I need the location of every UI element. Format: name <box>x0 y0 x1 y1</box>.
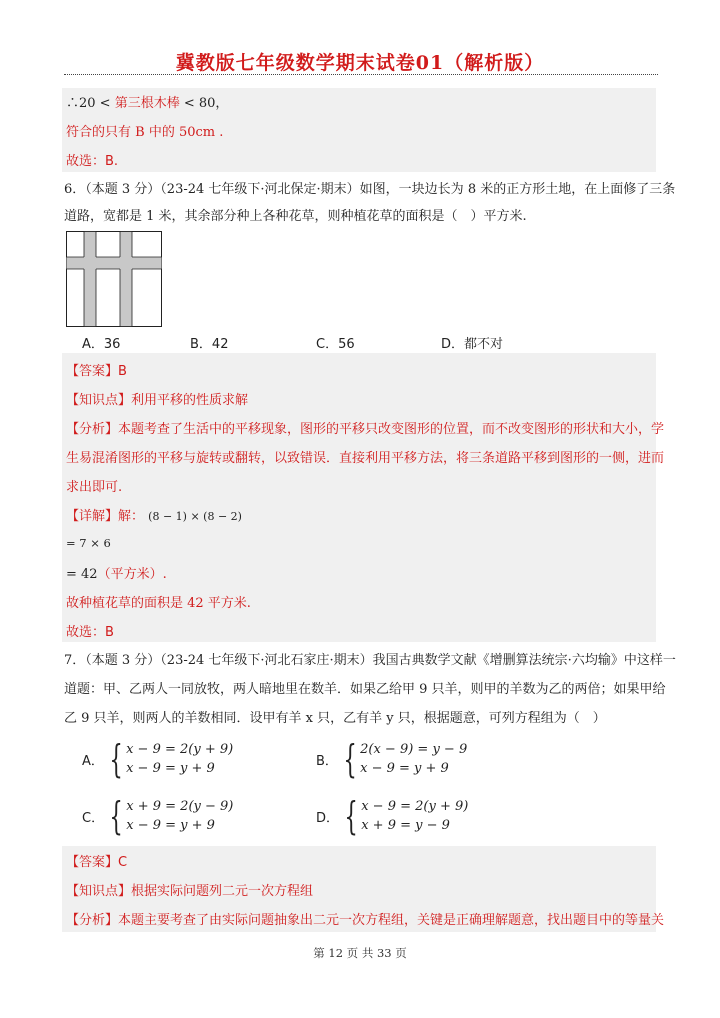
q7-a-eq1: x − 9 = 2(y + 9) <box>126 742 234 757</box>
q6-stem-line-1: 6．（本题 3 分）（23-24 七年级下·河北保定·期末）如图，一块边长为 8 米的正方形土地，在上面修了三条 <box>64 182 676 197</box>
q7-option-d-label: D． <box>316 810 340 826</box>
prev-line-3: 故选：B. <box>66 154 119 169</box>
prev-line-1b: 第三根木棒 <box>114 96 180 111</box>
q7-a-eq2: x − 9 = y + 9 <box>126 761 215 776</box>
q7-d-eq2: x + 9 = y − 9 <box>361 818 450 833</box>
q6-step-2-unit: （平方米）. <box>97 567 167 582</box>
q7-stem-line-1: 7．（本题 3 分）（23-24 七年级下·河北石家庄·期末）我国古典数学文献《增删算法统宗·六均输》中这样一 <box>64 653 676 668</box>
q7-option-a[interactable] <box>82 737 234 781</box>
road-vertical-1 <box>84 232 96 327</box>
page-footer: 第 12 页 共 33 页 <box>313 946 407 960</box>
q7-option-b[interactable] <box>316 737 468 781</box>
q7-b-eq1: 2(x − 9) = y − 9 <box>360 742 468 757</box>
q7-option-c[interactable] <box>82 794 234 838</box>
q7-c-eq2: x − 9 = y + 9 <box>126 818 215 833</box>
q6-stem-line-2: 道路，宽都是 1 米，其余部分种上各种花草，则种植花草的面积是（ ）平方米. <box>64 209 527 224</box>
q6-option-a[interactable]: A．36 <box>82 337 121 352</box>
q6-step-1: = 7 × 6 <box>66 536 111 550</box>
q6-analysis-2: 生易混淆图形的平移与旋转或翻转，以致错误．直接利用平移方法，将三条道路平移到图形的一侧，进而 <box>66 451 665 466</box>
prev-line-1 <box>66 92 228 111</box>
q7-stem-line-3: 乙 9 只羊，则两人的羊数相同．设甲有羊 x 只，乙有羊 y 只，根据题意，可列方程组为（ ） <box>64 711 606 726</box>
road-horizontal <box>67 257 162 269</box>
q7-d-eq1: x − 9 = 2(y + 9) <box>361 799 469 814</box>
q7-analysis-1: 【分析】本题主要考查了由实际问题抽象出二元一次方程组，关键是正确理解题意，找出题目中的等量关 <box>66 913 665 928</box>
q6-step-2 <box>66 563 167 582</box>
q6-detail <box>66 505 242 524</box>
q7-b-eq2: x − 9 = y + 9 <box>360 761 449 776</box>
q6-option-b[interactable]: B．42 <box>190 337 229 352</box>
q6-analysis-3: 求出即可. <box>66 480 123 495</box>
q6-road-figure <box>66 231 162 327</box>
q7-option-d-system: { x − 9 = 2(y + 9) x + 9 = y − 9 <box>344 794 469 838</box>
q6-conclusion: 故种植花草的面积是 42 平方米. <box>66 596 251 611</box>
q7-stem-line-2: 道题：甲、乙两人一同放牧，两人暗地里在数羊．如果乙给甲 9 只羊，则甲的羊数为乙的两倍；如果甲给 <box>64 682 666 697</box>
prev-line-1c: < 80 <box>179 96 216 111</box>
q6-detail-expr: (8 − 1) × (8 − 2) <box>148 510 242 523</box>
q7-c-eq1: x + 9 = 2(y − 9) <box>126 799 234 814</box>
q7-option-b-system: { 2(x − 9) = y − 9 x − 9 = y + 9 <box>343 737 468 781</box>
q7-option-c-label: C． <box>82 810 105 826</box>
q7-option-a-label: A． <box>82 753 104 769</box>
road-vertical-2 <box>120 232 132 327</box>
title-divider <box>64 74 658 75</box>
page-title: 冀教版七年级数学期末试卷01（解析版） <box>175 52 545 74</box>
land-square <box>67 232 162 327</box>
prev-line-1a: ∴20 < <box>66 96 115 111</box>
q6-choose: 故选：B <box>66 625 114 640</box>
q6-analysis-1: 【分析】本题考查了生活中的平移现象，图形的平移只改变图形的位置，而不改变图形的形状和大小，学 <box>66 422 665 437</box>
q7-option-a-system: { x − 9 = 2(y + 9) x − 9 = y + 9 <box>109 737 234 781</box>
q6-detail-label: 【详解】解： <box>66 509 145 524</box>
q7-option-c-system: { x + 9 = 2(y − 9) x − 9 = y + 9 <box>109 794 234 838</box>
q6-knowledge-point: 【知识点】利用平移的性质求解 <box>66 393 249 408</box>
q6-answer: 【答案】B <box>66 364 127 379</box>
q6-option-c[interactable]: C．56 <box>316 337 355 352</box>
prev-line-1d: ， <box>215 96 229 111</box>
prev-line-2: 符合的只有 B 中的 50cm . <box>66 125 224 140</box>
q7-option-d[interactable] <box>316 794 469 838</box>
q6-step-2-value: = 42 <box>66 567 98 582</box>
q7-answer: 【答案】C <box>66 855 128 870</box>
q7-knowledge-point: 【知识点】根据实际问题列二元一次方程组 <box>66 884 314 899</box>
q6-option-d[interactable]: D．都不对 <box>441 337 504 352</box>
q7-option-b-label: B． <box>316 753 338 769</box>
